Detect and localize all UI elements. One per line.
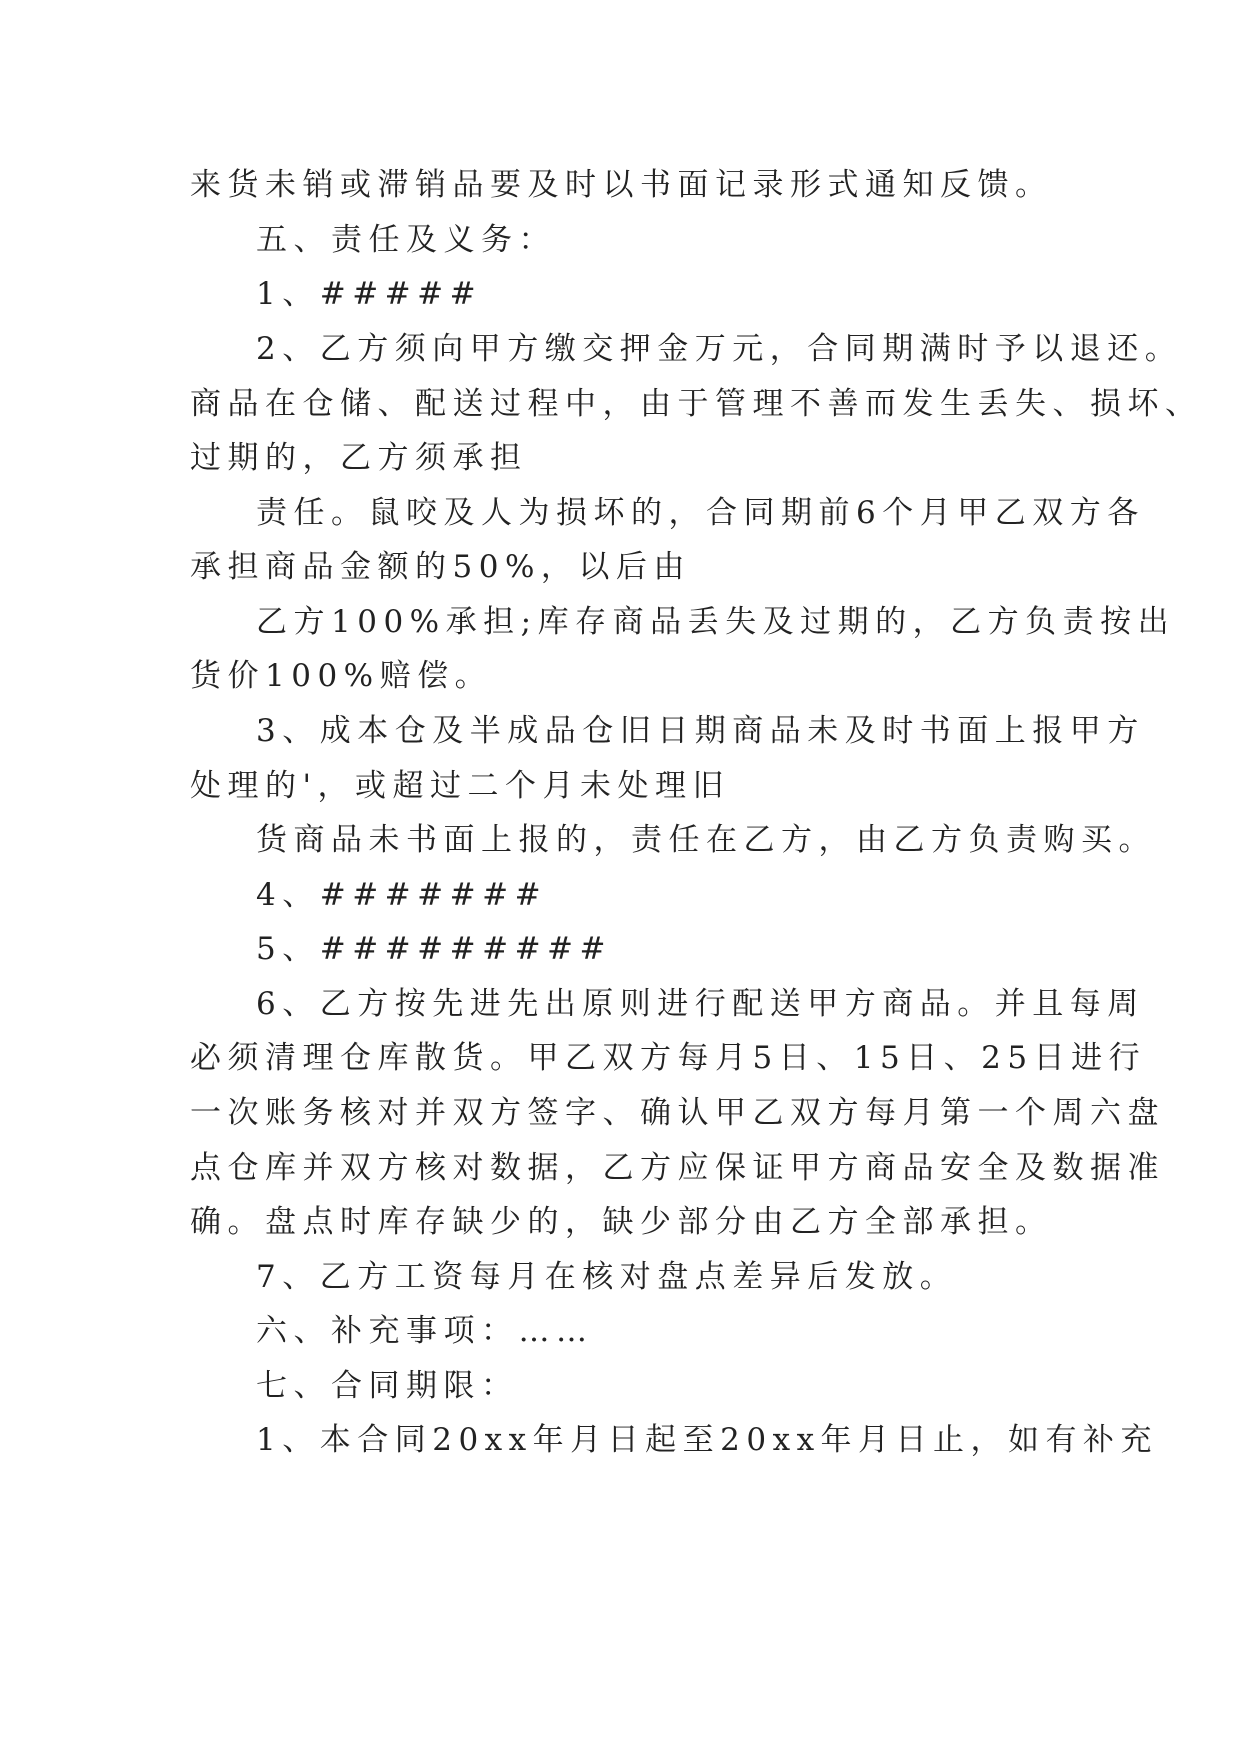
paragraph-line: 承担商品金额的50%，以后由 — [190, 549, 691, 585]
section-heading-5: 五、责任及义务： — [256, 222, 556, 258]
paragraph-line: 商品在仓储、配送过程中，由于管理不善而发生丢失、损坏、 — [190, 386, 1203, 422]
list-item-1: 1、##### — [256, 276, 483, 312]
paragraph-line: 过期的，乙方须承担 — [190, 440, 528, 476]
paragraph-line: 必须清理仓库散货。甲乙双方每月5日、15日、25日进行 — [190, 1040, 1147, 1076]
section-heading-6: 六、补充事项：…… — [256, 1313, 594, 1349]
list-item-7: 7、乙方工资每月在核对盘点差异后发放。 — [256, 1259, 958, 1295]
list-item-4: 4、####### — [256, 877, 548, 913]
paragraph-line: 点仓库并双方核对数据，乙方应保证甲方商品安全及数据准 — [190, 1150, 1165, 1186]
paragraph-line: 乙方100%承担;库存商品丢失及过期的，乙方负责按出 — [256, 604, 1176, 640]
paragraph-line: 来货未销或滞销品要及时以书面记录形式通知反馈。 — [190, 167, 1053, 203]
paragraph-line: 货价100%赔偿。 — [190, 658, 493, 694]
paragraph-line: 一次账务核对并双方签字、确认甲乙双方每月第一个周六盘 — [190, 1095, 1165, 1131]
list-item-2: 2、乙方须向甲方缴交押金万元，合同期满时予以退还。 — [256, 331, 1183, 367]
list-item-1: 1、本合同20xx年月日起至20xx年月日止，如有补充 — [256, 1422, 1159, 1458]
paragraph-line: 处理的'，或超过二个月未处理旧 — [190, 768, 731, 804]
list-item-5: 5、######### — [256, 931, 612, 967]
paragraph-line: 确。盘点时库存缺少的，缺少部分由乙方全部承担。 — [190, 1204, 1053, 1240]
section-heading-7: 七、合同期限： — [256, 1368, 519, 1404]
paragraph-line: 责任。鼠咬及人为损坏的，合同期前6个月甲乙双方各 — [256, 495, 1145, 531]
list-item-6: 6、乙方按先进先出原则进行配送甲方商品。并且每周 — [256, 986, 1145, 1022]
paragraph-line: 货商品未书面上报的，责任在乙方，由乙方负责购买。 — [256, 822, 1156, 858]
list-item-3: 3、成本仓及半成品仓旧日期商品未及时书面上报甲方 — [256, 713, 1145, 749]
